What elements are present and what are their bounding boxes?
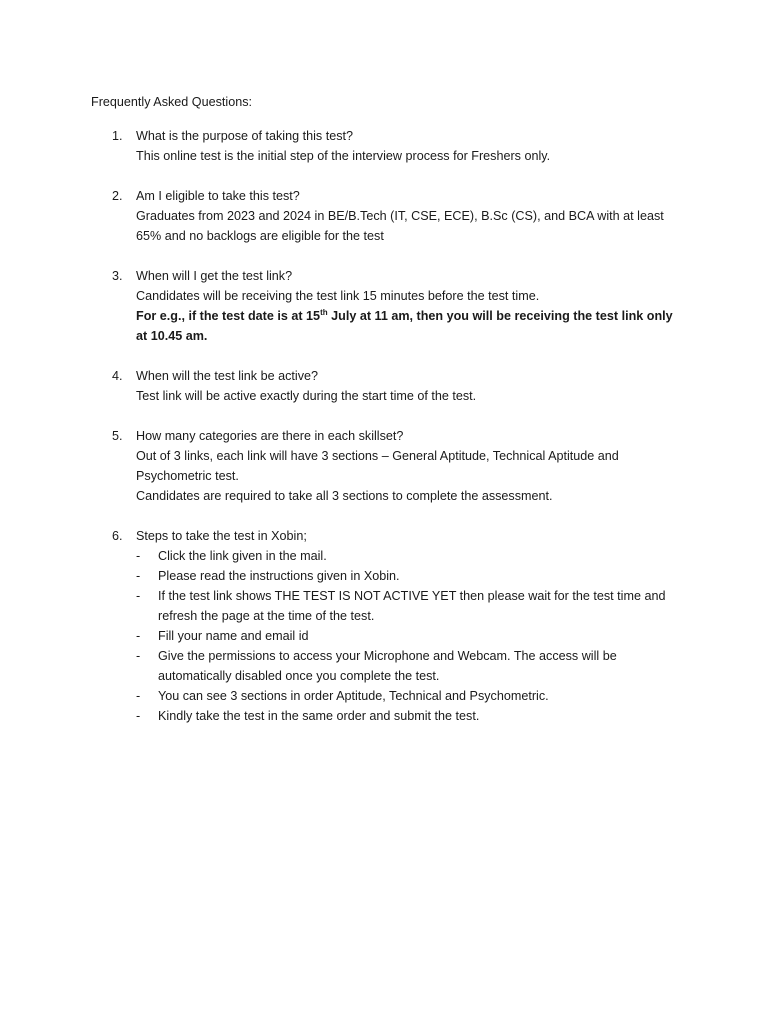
- faq-answer-continued: Candidates are required to take all 3 sections to complete the assessment.: [136, 489, 553, 503]
- note-text-end: July at 11 am, then you will be receiving the test link only at 10.45 am.: [136, 309, 673, 343]
- faq-list: [0, 126, 768, 746]
- faq-item-3: [0, 266, 768, 346]
- faq-answer: Candidates will be receiving the test link 15 minutes before the test time.: [136, 289, 540, 303]
- faq-answer: Graduates from 2023 and 2024 in BE/B.Tech (IT, CSE, ECE), B.Sc (CS), and BCA with at least 65% and no backlogs are eligible for the test: [136, 209, 664, 243]
- step-item: [136, 706, 676, 726]
- faq-answer: Test link will be active exactly during the start time of the test.: [136, 389, 477, 403]
- step-item: [136, 686, 676, 706]
- faq-item-5: [0, 426, 768, 506]
- dash-bullet: -: [136, 709, 141, 723]
- faq-item-2: [0, 186, 768, 246]
- note-text-start: For e.g., if the test date is at 15: [136, 309, 321, 323]
- step-item: [136, 546, 676, 566]
- step-text: Give the permissions to access your Microphone and Webcam. The access will be automatically disabled once you complete the test.: [158, 649, 617, 683]
- faq-question: When will the test link be active?: [136, 369, 318, 383]
- faq-item-6: [0, 526, 768, 726]
- step-text: You can see 3 sections in order Aptitude, Technical and Psychometric.: [158, 689, 549, 703]
- step-item: [136, 566, 676, 586]
- faq-number: 2.: [112, 189, 123, 203]
- faq-answer: Out of 3 links, each link will have 3 sections – General Aptitude, Technical Aptitude and Psychometric test.: [136, 449, 619, 483]
- faq-question: When will I get the test link?: [136, 269, 293, 283]
- dash-bullet: -: [136, 629, 141, 643]
- step-text: Please read the instructions given in Xobin.: [158, 569, 400, 583]
- faq-question: Am I eligible to take this test?: [136, 189, 300, 203]
- faq-body: [136, 366, 676, 406]
- steps-list: [136, 546, 676, 726]
- faq-body: [136, 426, 676, 506]
- faq-body: [136, 126, 676, 166]
- faq-answer: This online test is the initial step of the interview process for Freshers only.: [136, 149, 551, 163]
- step-item: [136, 646, 676, 686]
- step-text: If the test link shows THE TEST IS NOT ACTIVE YET then please wait for the test time and refresh the page at the time of the test.: [158, 589, 666, 623]
- dash-bullet: -: [136, 589, 141, 603]
- faq-question: Steps to take the test in Xobin;: [136, 529, 307, 543]
- faq-number: 6.: [112, 529, 123, 543]
- dash-bullet: -: [136, 549, 141, 563]
- faq-question: What is the purpose of taking this test?: [136, 129, 354, 143]
- faq-question: How many categories are there in each skillset?: [136, 429, 404, 443]
- faq-body: [136, 266, 676, 346]
- dash-bullet: -: [136, 649, 141, 663]
- dash-bullet: -: [136, 689, 141, 703]
- ordinal-superscript: th: [320, 308, 328, 317]
- faq-number: 3.: [112, 269, 123, 283]
- faq-number: 5.: [112, 429, 123, 443]
- faq-number: 1.: [112, 129, 123, 143]
- faq-item-4: [0, 366, 768, 406]
- step-item: [136, 626, 676, 646]
- faq-bold-note: [136, 306, 676, 346]
- step-text: Click the link given in the mail.: [158, 549, 327, 563]
- faq-body: [136, 526, 676, 726]
- page-title: Frequently Asked Questions:: [91, 95, 253, 109]
- step-text: Fill your name and email id: [158, 629, 309, 643]
- faq-body: [136, 186, 676, 246]
- faq-item-1: [0, 126, 768, 166]
- faq-number: 4.: [112, 369, 123, 383]
- step-text: Kindly take the test in the same order and submit the test.: [158, 709, 480, 723]
- step-item: [136, 586, 676, 626]
- dash-bullet: -: [136, 569, 141, 583]
